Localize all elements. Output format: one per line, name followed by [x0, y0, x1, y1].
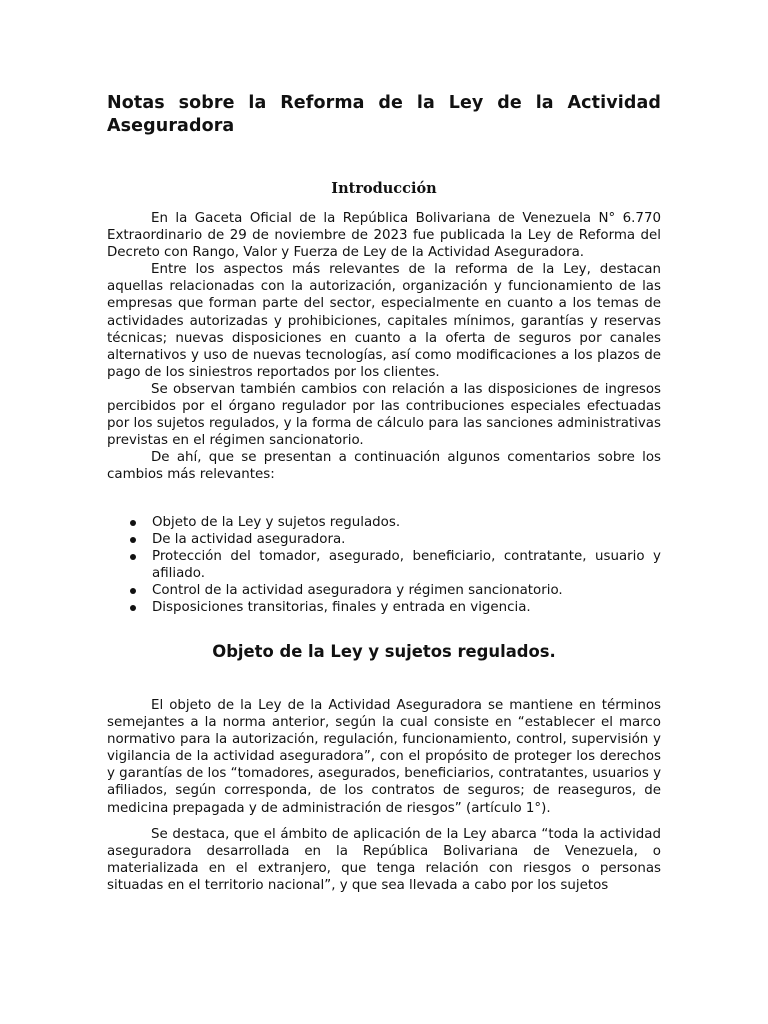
list-item: [107, 531, 661, 548]
topics-list: [107, 514, 661, 617]
list-item: [107, 582, 661, 599]
section-paragraph: Se destaca, que el ámbito de aplicación de la Ley abarca “toda la actividad aseguradora desarrollada en la República Bolivariana de Venezuela, o materializada en el extranjero, que tenga relación con riesgos o personas situadas en el territorio nacional”, y que sea llevada a cabo por los sujetos: [107, 826, 661, 893]
list-item-text: Objeto de la Ley y sujetos regulados.: [152, 515, 401, 530]
list-item: [107, 514, 661, 531]
list-item-text: Protección del tomador, asegurado, beneficiario, contratante, usuario y afiliado.: [152, 549, 661, 582]
list-item: [107, 548, 661, 582]
bullet-icon: [130, 605, 136, 611]
document-title: Notas sobre la Reforma de la Ley de la Actividad Aseguradora: [107, 93, 661, 136]
bullet-icon: [130, 537, 136, 543]
intro-paragraph: En la Gaceta Oficial de la República Bolivariana de Venezuela N° 6.770 Extraordinario de 29 de noviembre de 2023 fue publicada la Ley de Reforma del Decreto con Rango, Valor y Fuerza de Ley de la Actividad Aseguradora.: [107, 211, 661, 261]
section-heading: Objeto de la Ley y sujetos regulados.: [212, 642, 556, 661]
section-paragraph: El objeto de la Ley de la Actividad Aseguradora se mantiene en términos semejantes a la norma anterior, según la cual consiste en “establecer el marco normativo para la autorización, regulación, funcionamiento, control, supervisión y vigilancia de la actividad aseguradora”, con el propósito de proteger los derechos y garantías de los “tomadores, asegurados, beneficiarios, contratantes, usuarios y afiliados, según corresponda, de los contratos de seguros; de reaseguros, de medicina prepagada y de administración de riesgos” (artículo 1°).: [107, 698, 661, 816]
list-item-text: Control de la actividad aseguradora y régimen sancionatorio.: [152, 583, 563, 599]
intro-paragraph: Entre los aspectos más relevantes de la reforma de la Ley, destacan aquellas relacionadas con la autorización, organización y funcionamiento de las empresas que forman parte del sector, especialmente en cuanto a los temas de actividades autorizadas y prohibiciones, capitales mínimos, garantías y reservas técnicas; nuevas disposiciones en cuanto a la oferta de seguros por canales alternativos y uso de nuevas tecnologías, así como modificaciones a los plazos de pago de los siniestros reportados por los clientes.: [107, 262, 661, 380]
list-item-text: De la actividad aseguradora.: [152, 532, 346, 548]
document-page: [107, 92, 661, 893]
bullet-icon: [130, 520, 136, 526]
bullet-icon: [130, 554, 136, 560]
intro-paragraph: De ahí, que se presentan a continuación algunos comentarios sobre los cambios más relevantes:: [107, 450, 661, 483]
intro-section: [107, 210, 661, 484]
list-item: [107, 599, 661, 616]
intro-heading: Introducción: [331, 180, 437, 197]
list-item-text: Disposiciones transitorias, finales y entrada en vigencia.: [152, 600, 531, 616]
bullet-icon: [130, 588, 136, 594]
intro-paragraph: Se observan también cambios con relación a las disposiciones de ingresos percibidos por el órgano regulador por las contribuciones especiales efectuadas por los sujetos regulados, y la forma de cálculo para las sanciones administrativas previstas en el régimen sancionatorio.: [107, 381, 661, 449]
section-body: [107, 697, 661, 894]
